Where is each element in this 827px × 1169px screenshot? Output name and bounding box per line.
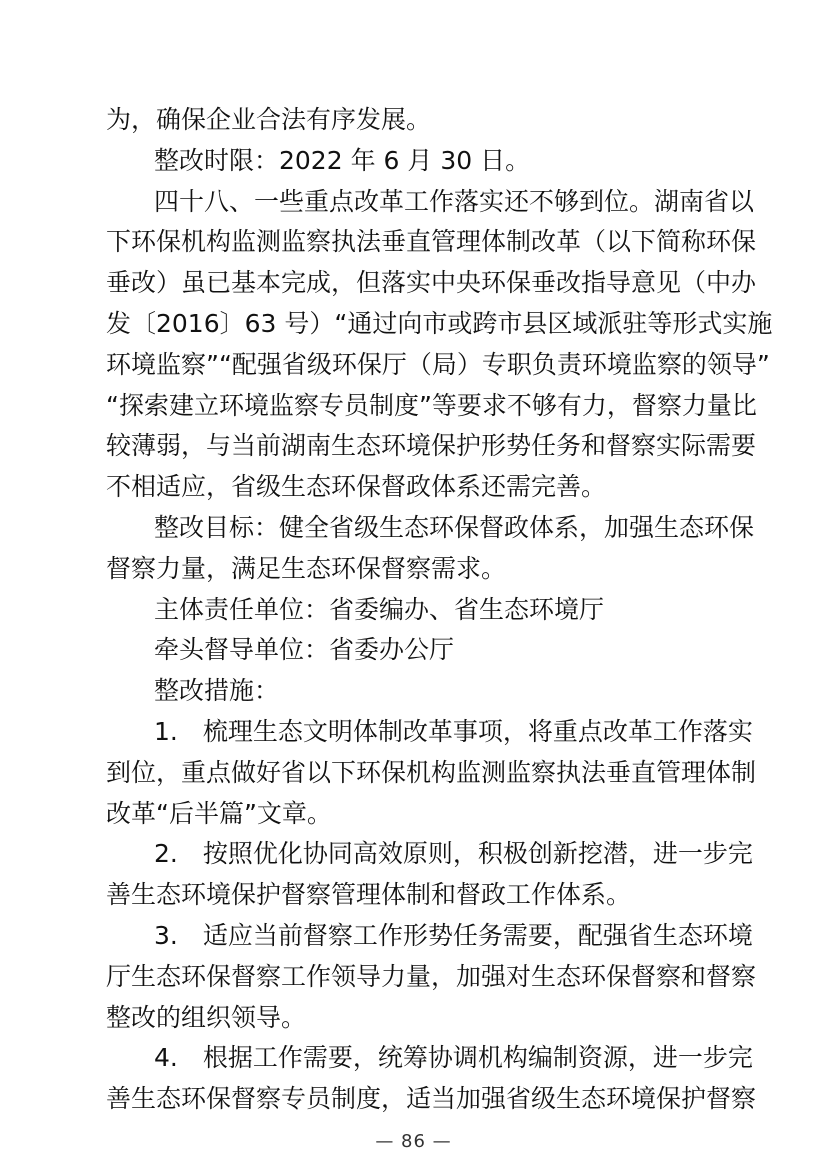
paragraph <box>106 712 757 834</box>
text-line: 4. 根据工作需要，统筹协调机构编制资源，进一步完 <box>154 1043 753 1073</box>
text-line: 善生态环保督察专员制度，适当加强省级生态环境保护督察 <box>106 1084 757 1114</box>
paragraph <box>106 100 720 141</box>
text-line: 整改的组织领导。 <box>106 1002 307 1032</box>
text-line: 督察力量，满足生态环保督察需求。 <box>106 553 507 583</box>
paragraph <box>106 630 720 671</box>
text-line: 牵头督导单位：省委办公厅 <box>154 635 455 665</box>
text-line: 发〔2016〕63 号）“通过向市或跨市县区域派驻等形式实施 <box>106 308 773 338</box>
paragraph <box>106 590 720 631</box>
text-line: 厅生态环保督察工作领导力量，加强对生态环保督察和督察 <box>106 961 757 991</box>
text-line: 较薄弱，与当前湖南生态环境保护形势任务和督察实际需要 <box>106 431 757 461</box>
text-line: 整改措施： <box>154 676 280 706</box>
paragraph <box>106 916 757 1038</box>
paragraph <box>106 508 755 590</box>
text-line: 整改时限：2022 年 6 月 30 日。 <box>154 145 531 175</box>
text-line: 主体责任单位：省委编办、省生态环境厅 <box>154 594 605 624</box>
text-line: 1. 梳理生态文明体制改革事项，将重点改革工作落实 <box>154 716 753 746</box>
text-line: 到位，重点做好省以下环保机构监测监察执法垂直管理体制 <box>106 757 757 787</box>
text-line: “探索建立环境监察专员制度”等要求不够有力，督察力量比 <box>106 390 757 420</box>
text-line: 环境监察”“配强省级环保厅（局）专职负责环境监察的领导” <box>106 349 770 379</box>
text-line: 下环保机构监测监察执法垂直管理体制改革（以下简称环保 <box>106 227 757 257</box>
text-line: 整改目标：健全省级生态环保督政体系，加强生态环保 <box>154 512 755 542</box>
text-line: 垂改）虽已基本完成，但落实中央环保垂改指导意见（中办 <box>106 268 757 298</box>
text-line: 四十八、一些重点改革工作落实还不够到位。湖南省以 <box>154 186 755 216</box>
text-line: 善生态环境保护督察管理体制和督政工作体系。 <box>106 880 632 910</box>
text-line: 3. 适应当前督察工作形势任务需要，配强省生态环境 <box>154 920 753 950</box>
text-line: 不相适应，省级生态环保督政体系还需完善。 <box>106 472 607 502</box>
paragraph <box>106 1038 757 1120</box>
paragraph <box>106 141 720 182</box>
page-number: — 86 — <box>375 1130 452 1152</box>
text-line: 为，确保企业合法有序发展。 <box>106 105 432 134</box>
text-line: 改革“后半篇”文章。 <box>106 798 332 828</box>
page <box>0 100 827 1154</box>
document-body <box>106 100 773 1120</box>
text-line: 2. 按照优化协同高效原则，积极创新挖潜，进一步完 <box>154 839 753 869</box>
paragraph <box>106 182 773 508</box>
paragraph <box>106 834 753 916</box>
paragraph <box>106 671 720 712</box>
